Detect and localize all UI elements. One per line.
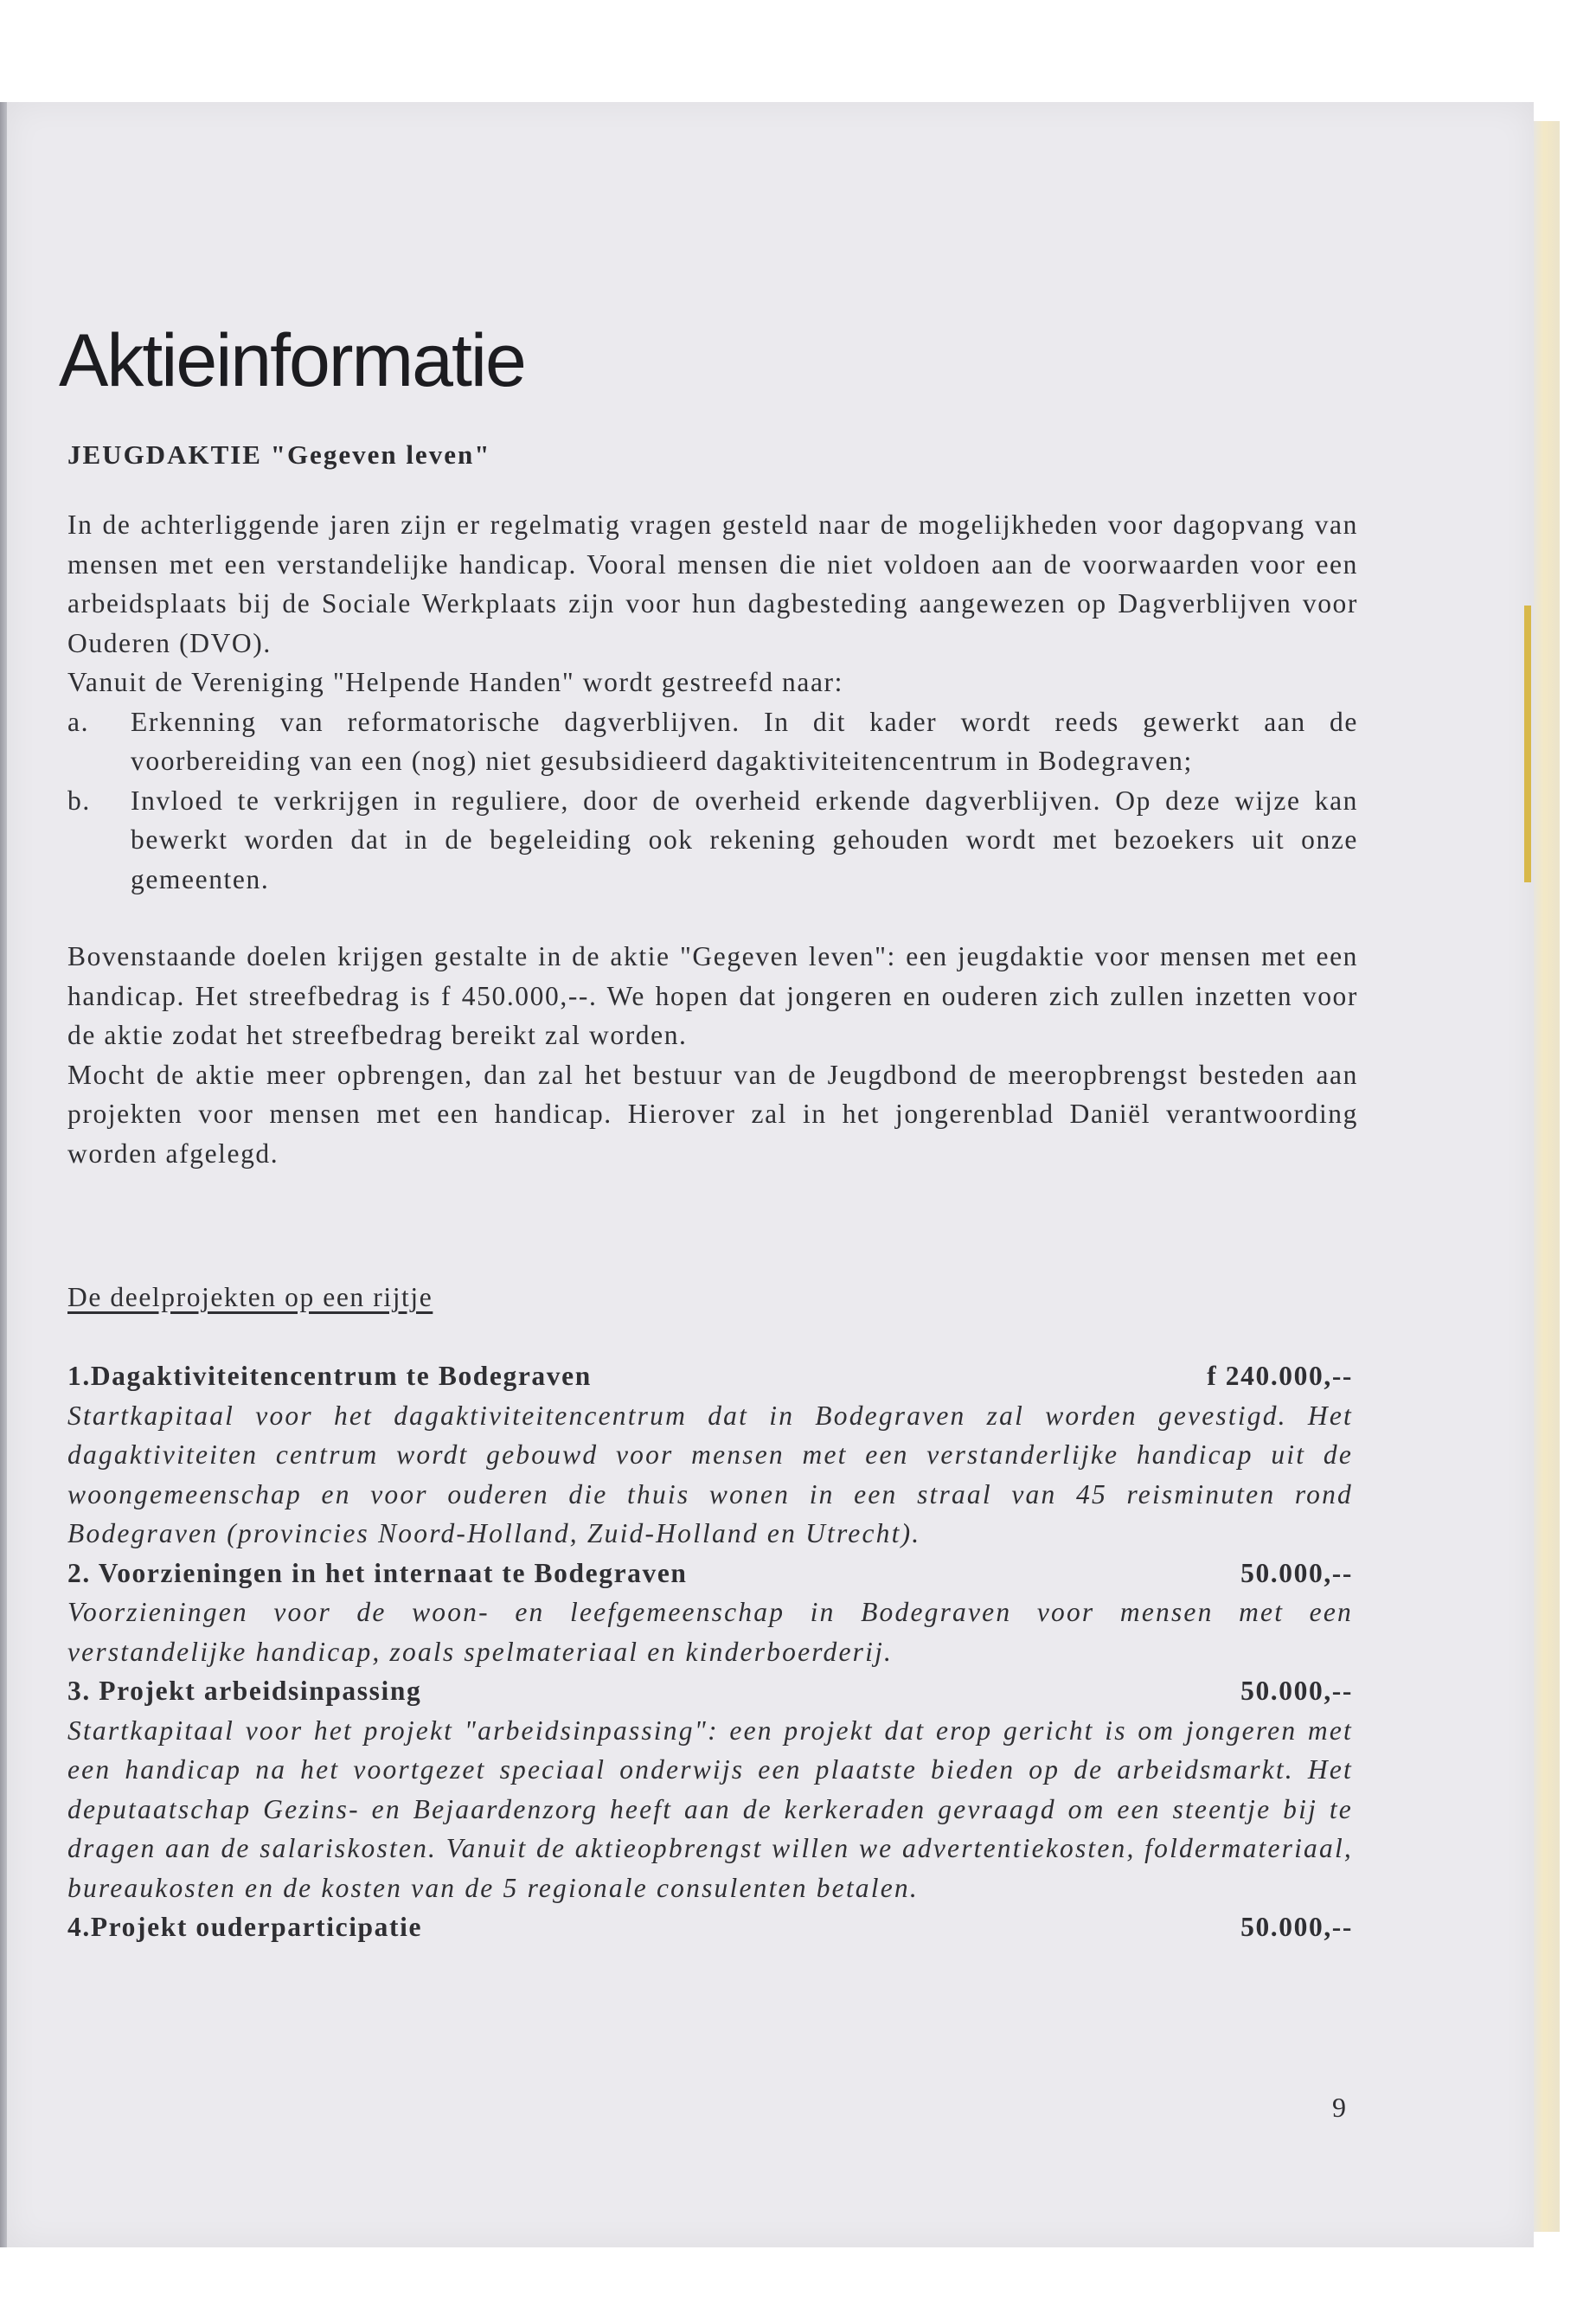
page-title: Aktieinformatie: [59, 319, 525, 402]
projects-list: [67, 1356, 1353, 1947]
intro-paragraph-2: Vanuit de Vereniging "Helpende Handen" wordt gestreefd naar:: [67, 667, 843, 697]
projects-heading: De deelprojekten op een rijtje: [67, 1282, 433, 1312]
project-description: Voorzieningen voor de woon- en leefgemeenschap in Bodegraven voor mensen met een verstandelijke handicap, zoals spelmateriaal en kinderboerderij.: [67, 1597, 1353, 1667]
project-header: [67, 1907, 1353, 1947]
project-header: [67, 1356, 1353, 1396]
extra-proceeds-paragraph: Mocht de aktie meer opbrengen, dan zal het bestuur van de Jeugdbond de meeropbrengst besteden aan projekten voor mensen met een handicap. Hierover zal in het jongerenblad Daniël verantwoording worden afgelegd.: [67, 1059, 1358, 1169]
project-title: 4.Projekt ouderparticipatie: [67, 1912, 423, 1942]
list-text: Invloed te verkrijgen in reguliere, door de overheid erkende dagverblijven. Op deze wijze kan bewerkt worden dat in de begeleiding ook rekening gehouden wordt met bezoekers uit onze gemeenten.: [131, 785, 1358, 894]
project-title: 1.Dagaktiviteitencentrum te Bodegraven: [67, 1361, 592, 1391]
paragraph-gap: [67, 899, 1358, 937]
project-amount: f 240.000,--: [1207, 1361, 1353, 1391]
project-amount: 50.000,--: [1240, 1912, 1353, 1942]
list-marker: b.: [67, 785, 91, 816]
project-header: [67, 1671, 1353, 1711]
list-marker: a.: [67, 706, 90, 737]
page-edge-tab: [1524, 606, 1531, 882]
project-header: [67, 1554, 1353, 1593]
section-subtitle: JEUGDAKTIE "Gegeven leven": [67, 439, 491, 470]
project-description: Startkapitaal voor het dagaktiviteitencentrum dat in Bodegraven zal worden gevestigd. Het dagaktiviteiten centrum wordt gebouwd voor mensen met een verstanderlijke handicap uit de woongemeenschap en voor ouderen die thuis wonen in een straal van 45 reisminuten rond Bodegraven (provincies Noord-Holland, Zuid-Holland en Utrecht).: [67, 1400, 1353, 1548]
page-edge: [1534, 121, 1560, 2232]
intro-paragraph: In de achterliggende jaren zijn er regelmatig vragen gesteld naar de mogelijkheden voor dagopvang van mensen met een verstandelijke handicap. Vooral mensen die niet voldoen aan de voorwaarden voor een arbeidsplaats bij de Sociale Werkplaats zijn voor hun dagbesteding aangewezen op Dagverblijven voor Ouderen (DVO).: [67, 510, 1358, 658]
list-item: [67, 702, 1358, 781]
project-description: Startkapitaal voor het projekt "arbeidsinpassing": een projekt dat erop gericht is om jongeren met een handicap na het voortgezet speciaal onderwijs een plaatste bieden op de arbeidsmarkt. Het deputaatschap Gezins- en Bejaardenzorg heeft aan de kerkeraden gevraagd om een steentje bij te dragen aan de salariskosten. Vanuit de aktieopbrengst willen we advertentiekosten, foldermateriaal, bureaukosten en de kosten van de 5 regionale consulenten betalen.: [67, 1715, 1353, 1903]
page-number: 9: [1332, 2092, 1346, 2123]
project-title: 2. Voorzieningen in het internaat te Bodegraven: [67, 1557, 688, 1588]
body-text: [67, 505, 1358, 1173]
list-item: [67, 781, 1358, 900]
list-text: Erkenning van reformatorische dagverblijven. In dit kader wordt reeds gewerkt aan de voorbereiding van een (nog) niet gesubsidieerd dagaktiviteitencentrum in Bodegraven;: [131, 706, 1358, 776]
project-title: 3. Projekt arbeidsinpassing: [67, 1676, 422, 1706]
project-amount: 50.000,--: [1240, 1557, 1353, 1588]
project-amount: 50.000,--: [1240, 1676, 1353, 1706]
goals-paragraph: Bovenstaande doelen krijgen gestalte in de aktie "Gegeven leven": een jeugdaktie voor mensen met een handicap. Het streefbedrag is f 450.000,--. We hopen dat jongeren en ouderen zich zullen inzetten voor de aktie zodat het streefbedrag bereikt zal worden.: [67, 941, 1358, 1050]
